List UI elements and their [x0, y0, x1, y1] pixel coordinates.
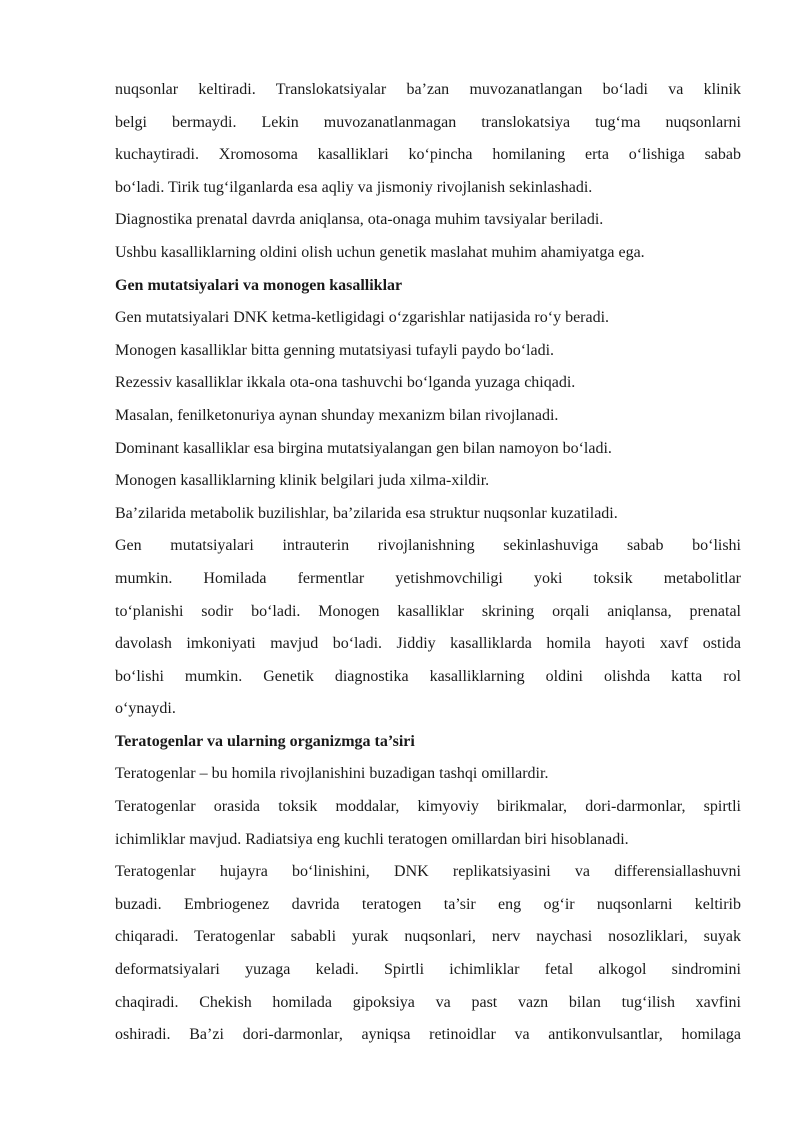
text-line: Monogen kasalliklarning klinik belgilari juda xilma-xildir. [115, 472, 490, 490]
text-line: oshiradi. Ba’zi dori-darmonlar, ayniqsa retinoidlar va antikonvulsantlar, homilaga [115, 1026, 741, 1044]
text-line: Rezessiv kasalliklar ikkala ota-ona tashuvchi bo‘lganda yuzaga chiqadi. [115, 374, 576, 392]
section-heading: Teratogenlar va ularning organizmga ta’siri [115, 732, 415, 750]
text-line: Ba’zilarida metabolik buzilishlar, ba’zilarida esa struktur nuqsonlar kuzatiladi. [115, 504, 618, 522]
text-line: Gen mutatsiyalari DNK ketma-ketligidagi o‘zgarishlar natijasida ro‘y beradi. [115, 309, 610, 327]
text-line: nuqsonlar keltiradi. Translokatsiyalar ba’zan muvozanatlangan bo‘ladi va klinik [115, 81, 741, 98]
text-line: Monogen kasalliklar bitta genning mutatsiyasi tufayli paydo bo‘ladi. [115, 341, 555, 359]
text-line: ichimliklar mavjud. Radiatsiya eng kuchli teratogen omillardan biri hisoblanadi. [115, 830, 629, 848]
text-line: bo‘ladi. Tirik tug‘ilganlarda esa aqliy va jismoniy rivojlanish sekinlashadi. [115, 178, 593, 196]
text-line: bo‘lishi mumkin. Genetik diagnostika kasalliklarning oldini olishda katta rol [115, 667, 741, 685]
text-line: Masalan, fenilketonuriya aynan shunday mexanizm bilan rivojlanadi. [115, 406, 559, 424]
text-line: kuchaytiradi. Xromosoma kasalliklari ko‘pincha homilaning erta o‘lishiga sabab [115, 146, 741, 164]
text-line: chiqaradi. Teratogenlar sababli yurak nuqsonlari, nerv naychasi nosozliklari, suyak [115, 928, 741, 946]
text-line: mumkin. Homilada fermentlar yetishmovchiligi yoki toksik metabolitlar [115, 569, 741, 587]
text-line: Diagnostika prenatal davrda aniqlansa, ota-onaga muhim tavsiyalar beriladi. [115, 211, 604, 229]
text-line: davolash imkoniyati mavjud bo‘ladi. Jiddiy kasalliklarda homila hayoti xavf ostida [115, 635, 741, 653]
document-page [115, 74, 741, 1052]
text-line: buzadi. Embriogenez davrida teratogen ta’sir eng og‘ir nuqsonlarni keltirib [115, 895, 741, 913]
text-line: to‘planishi sodir bo‘ladi. Monogen kasalliklar skrining orqali aniqlansa, prenatal [115, 602, 741, 620]
text-line: Gen mutatsiyalari intrauterin rivojlanishning sekinlashuviga sabab bo‘lishi [115, 537, 741, 555]
text-line: Teratogenlar orasida toksik moddalar, kimyoviy birikmalar, dori-darmonlar, spirtli [115, 798, 741, 816]
text-line: Teratogenlar – bu homila rivojlanishini buzadigan tashqi omillardir. [115, 765, 549, 783]
section-heading: Gen mutatsiyalari va monogen kasalliklar [115, 276, 403, 294]
text-line: Ushbu kasalliklarning oldini olish uchun genetik maslahat muhim ahamiyatga ega. [115, 243, 645, 261]
text-line: o‘ynaydi. [115, 700, 176, 718]
text-line: Dominant kasalliklar esa birgina mutatsiyalangan gen bilan namoyon bo‘ladi. [115, 439, 612, 457]
text-line: belgi bermaydi. Lekin muvozanatlanmagan translokatsiya tug‘ma nuqsonlarni [115, 113, 741, 131]
text-line: Teratogenlar hujayra bo‘linishini, DNK replikatsiyasini va differensiallashuvni [115, 863, 741, 881]
text-line: chaqiradi. Chekish homilada gipoksiya va past vazn bilan tug‘ilish xavfini [115, 993, 741, 1011]
text-line: deformatsiyalari yuzaga keladi. Spirtli ichimliklar fetal alkogol sindromini [115, 961, 741, 979]
